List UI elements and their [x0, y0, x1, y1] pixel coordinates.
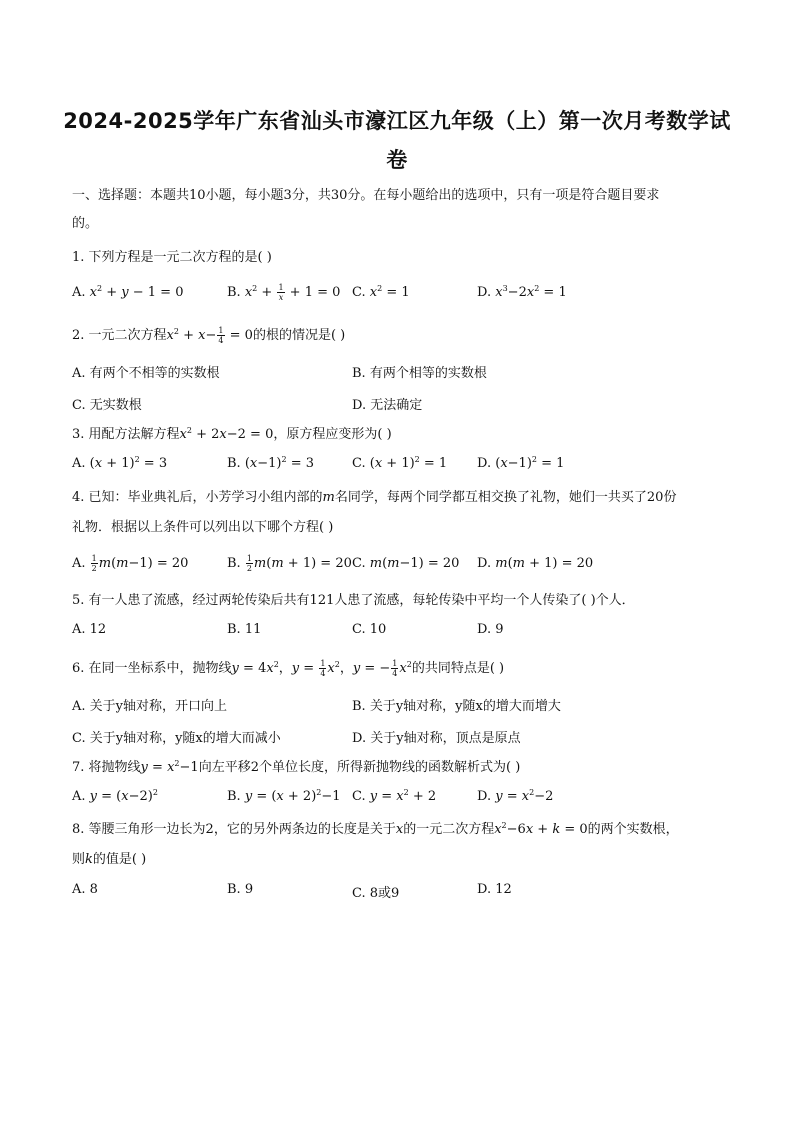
q6-option-d: D. 关于y轴对称，顶点是原点: [352, 731, 521, 746]
question-5-stem: 5. 有一人患了流感，经过两轮传染后共有121人患了流感，每轮传染中平均一个人传染了( )个人．: [72, 593, 635, 608]
q5-option-d: D. 9: [477, 622, 504, 637]
q8-option-c: C. 8或9: [352, 886, 400, 901]
q5-option-a: A. 12: [72, 622, 107, 637]
q1-option-d: D. $x^3-2x^2 = 1$: [477, 284, 567, 300]
q1-option-b: B. $x^2$ + $\frac{1}{x}$ + 1 = 0: [227, 283, 341, 302]
question-4-stem: 4. 已知：毕业典礼后，小芳学习小组内部的m名同学，每两个同学都互相交换了礼物，她们一共买了20份: [72, 490, 677, 505]
q4-option-a: A. $\frac{1}{2}$ m(m−1) = 20: [72, 554, 189, 573]
q2-option-c: C. 无实数根: [72, 398, 142, 413]
q3-option-b: B. $(x-1)^2 = 3$: [227, 455, 315, 471]
q5-option-c: C. 10: [352, 622, 387, 637]
q3-option-d: D. $(x-1)^2 = 1$: [477, 455, 565, 471]
q3-option-a: A. $(x + 1)^2 = 3$: [72, 455, 168, 471]
q1-option-c: C. $x^2 = 1$: [352, 284, 410, 300]
q7-option-b: B. $y = (x + 2)^2-1$: [227, 788, 341, 804]
question-1-stem: 1. 下列方程是一元二次方程的是( ): [72, 250, 272, 265]
question-4-stem-continued: 礼物．根据以上条件可以列出以下哪个方程( ): [72, 520, 334, 535]
q4-option-b: B. $\frac{1}{2}$ m(m + 1) = 20: [227, 554, 352, 573]
q2-option-b: B. 有两个相等的实数根: [352, 366, 487, 381]
q6-option-c: C. 关于y轴对称，y随x的增大而减小: [72, 731, 281, 746]
page-title-continued: 卷: [386, 148, 408, 172]
question-7-stem: 7. 将抛物线$y = x^2-1$向左平移2个单位长度，所得新抛物线的函数解析式为( ): [72, 759, 521, 775]
section-instructions-continued: 的。: [72, 216, 99, 231]
question-8-stem: 8. 等腰三角形一边长为2，它的另外两条边的长度是关于x的一元二次方程$x^2-6x + k = 0$的两个实数根，: [72, 821, 679, 837]
q8-option-a: A. 8: [72, 882, 98, 897]
q6-option-a: A. 关于y轴对称，开口向上: [72, 699, 227, 714]
question-3-stem: 3. 用配方法解方程$x^2 + 2x-2 = 0$，原方程应变形为( ): [72, 426, 392, 442]
q7-option-c: C. $y = x^2 + 2$: [352, 788, 437, 804]
q5-option-b: B. 11: [227, 622, 262, 637]
q2-option-d: D. 无法确定: [352, 398, 423, 413]
q2-option-a: A. 有两个不相等的实数根: [72, 366, 220, 381]
q8-option-b: B. 9: [227, 882, 254, 897]
section-instructions: 一、选择题：本题共10小题，每小题3分，共30分。在每小题给出的选项中，只有一项是符合题目要求: [72, 188, 660, 203]
page-title: 2024-2025学年广东省汕头市濠江区九年级（上）第一次月考数学试: [63, 109, 731, 133]
q3-option-c: C. $(x + 1)^2 = 1$: [352, 455, 448, 471]
question-2-stem: 2. 一元二次方程$x^2 + x-$ $\frac{1}{4}$ = 0的根的情况是( ): [72, 326, 346, 345]
q6-option-b: B. 关于y轴对称，y随x的增大而增大: [352, 699, 561, 714]
q7-option-a: A. $y = (x-2)^2$: [72, 788, 158, 804]
question-8-stem-continued: 则k的值是( ): [72, 852, 147, 867]
q4-option-d: D. m(m + 1) = 20: [477, 556, 594, 571]
q1-option-a: A. $x^2 + y - 1 = 0$: [72, 284, 184, 300]
q4-option-c: C. m(m−1) = 20: [352, 556, 460, 571]
question-6-stem: 6. 在同一坐标系中，抛物线$y = 4x^2$，y = $\frac{1}{4}$ $x^2$，y = − $\frac{1}{4}$ $x^2$的共同特点是( ): [72, 659, 505, 678]
q8-option-d: D. 12: [477, 882, 512, 897]
q7-option-d: D. $y = x^2-2$: [477, 788, 554, 804]
